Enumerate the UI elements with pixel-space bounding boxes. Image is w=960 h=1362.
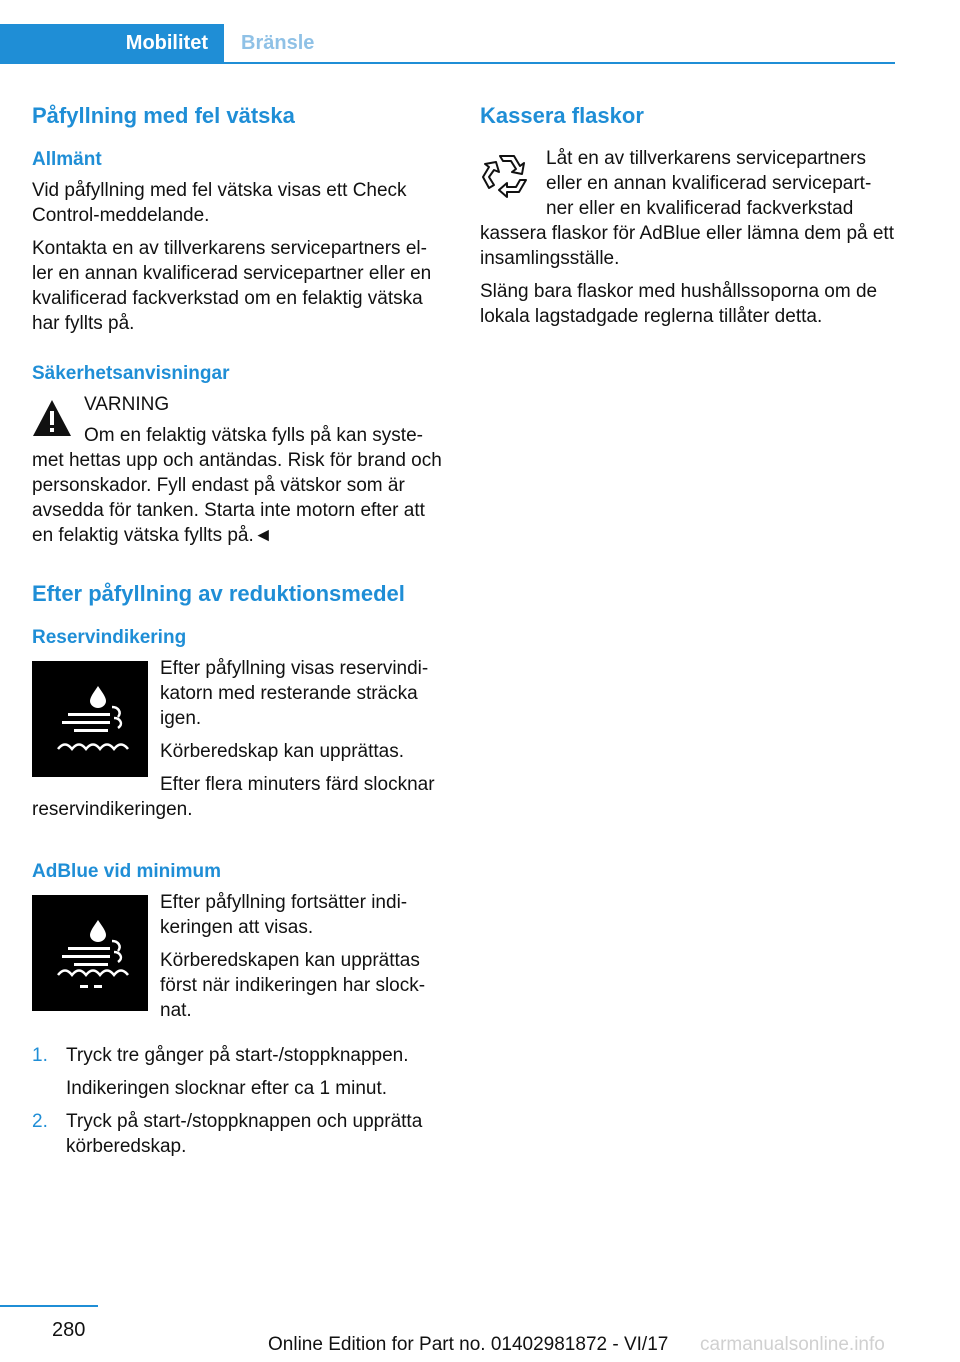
section-title-wrong-fluid: Påfyllning med fel vätska xyxy=(32,103,295,128)
tab-mobilitet[interactable]: Mobilitet xyxy=(0,24,224,62)
step-text: Tryck tre gånger på start-/stoppknappen. xyxy=(66,1045,409,1066)
warning-block xyxy=(32,392,448,548)
minimum-p1: Efter påfyllning fortsätter indi‐ keringen att visas. xyxy=(160,892,408,938)
warning-text: Om en felaktig vätska fylls på kan syste‐ met hettas upp och antändas. Risk för brand och personskador. Fyll endast på vätskor som är avsedda för tanken. Starta inte motorn efter att en felaktig vätska fyllts på.◄ xyxy=(32,425,442,546)
step-number: 1. xyxy=(32,1045,48,1066)
reserve-p3: Efter flera minuters färd slocknar reservindikeringen. xyxy=(32,774,435,820)
section-title-dispose-bottles: Kassera flaskor xyxy=(480,103,644,128)
heading-allmant: Allmänt xyxy=(32,149,102,170)
heading-minimum: AdBlue vid minimum xyxy=(32,861,221,882)
reserve-p2: Körberedskap kan upprättas. xyxy=(160,741,404,762)
section-title-after-refill: Efter påfyllning av reduktionsmedel xyxy=(32,581,405,606)
dispose-p1: Låt en av tillverkarens servicepartners eller en annan kvalificerad servicepart‐ ner eller en kvalificerad fackverkstad kassera flaskor för AdBlue eller lämna dem på ett insamlingsställe. xyxy=(480,148,894,269)
footer-rule xyxy=(0,1305,98,1307)
adblue-reserve-indicator-icon xyxy=(32,661,148,777)
minimum-block xyxy=(32,890,448,1031)
warning-label: VARNING xyxy=(84,394,170,415)
list-item xyxy=(32,1109,448,1159)
step-text: Tryck på start-/stoppknappen och upprätta körberedskap. xyxy=(66,1111,423,1157)
right-column xyxy=(480,100,896,337)
watermark: carmanualsonline.info xyxy=(700,1334,885,1355)
dispose-p2: Släng bara flaskor med hushållssoporna om de lokala lagstadgade reglerna tillåter detta. xyxy=(480,281,878,327)
adblue-minimum-indicator-icon xyxy=(32,895,148,1011)
heading-safety: Säkerhetsanvisningar xyxy=(32,363,230,384)
edition-text: Online Edition for Part no. 01402981872 - VI/17 xyxy=(268,1334,669,1355)
step-number: 2. xyxy=(32,1111,48,1132)
left-column xyxy=(32,100,448,1167)
warning-triangle-icon xyxy=(32,398,72,438)
minimum-p2: Körberedskapen kan upprättas först när indikeringen har slock‐ nat. xyxy=(160,950,426,1021)
paragraph-contact-service: Kontakta en av tillverkarens servicepartners el‐ ler en annan kvalificerad servicepartner eller en kvalificerad fackverkstad om en felaktig vätska har fyllts på. xyxy=(32,238,432,334)
page-number: 280 xyxy=(52,1319,86,1341)
paragraph-check-control: Vid påfyllning med fel vätska visas ett Check Control-meddelande. xyxy=(32,180,407,226)
tab-bransle[interactable]: Bränsle xyxy=(241,32,315,54)
step-subtext: Indikeringen slocknar efter ca 1 minut. xyxy=(66,1078,388,1099)
reserve-p1: Efter påfyllning visas reservindi‐ katorn med resterande sträcka igen. xyxy=(160,658,429,729)
tab-bar xyxy=(0,24,895,64)
heading-reserve: Reservindikering xyxy=(32,627,187,648)
reserve-block xyxy=(32,656,448,830)
list-item xyxy=(32,1043,448,1101)
steps-list xyxy=(32,1043,448,1159)
recycle-icon xyxy=(480,150,534,202)
